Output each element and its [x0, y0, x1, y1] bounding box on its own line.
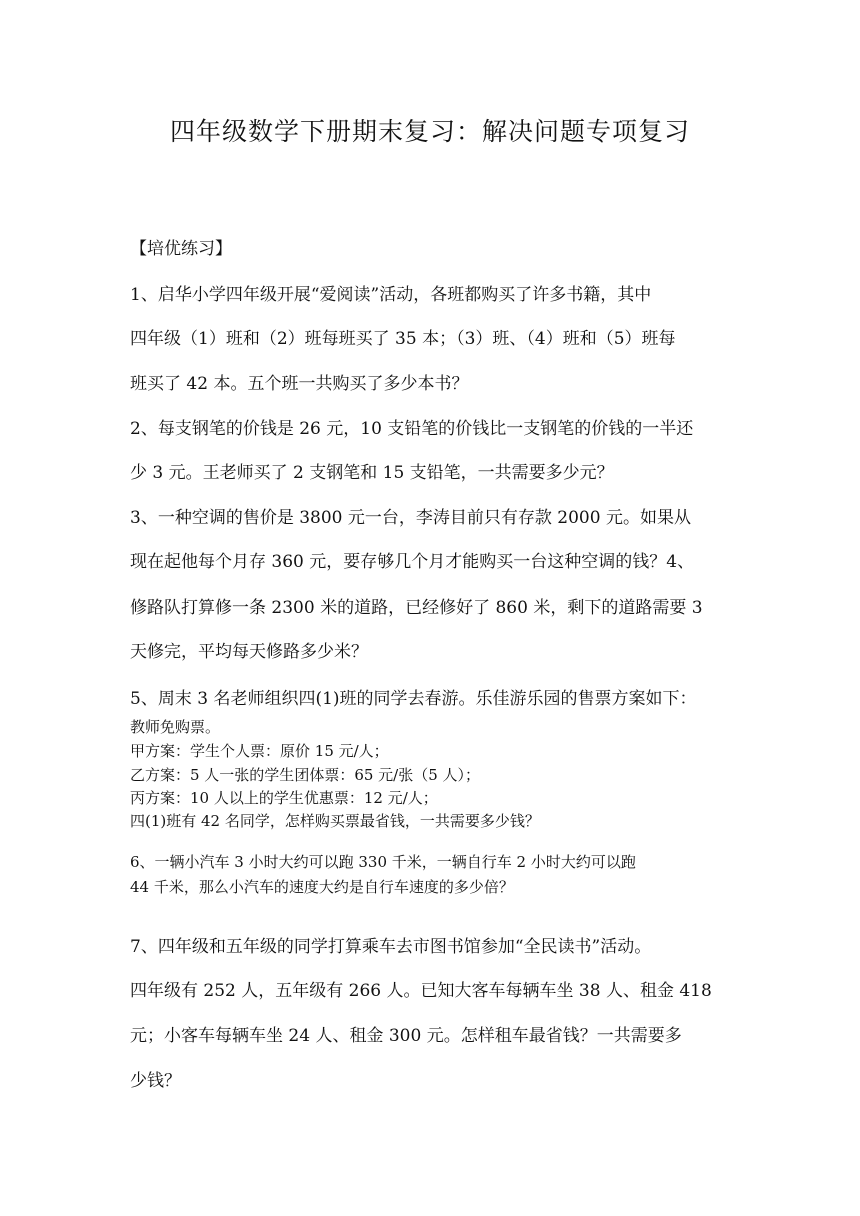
- question-6-line: 6、一辆小汽车 3 小时大约可以跑 330 千米，一辆自行车 2 小时大约可以跑: [130, 853, 636, 871]
- question-7-line: 四年级有 252 人，五年级有 266 人。已知大客车每辆车坐 38 人、租金 418: [130, 981, 712, 1001]
- question-2-line: 2、每支钢笔的价钱是 26 元，10 支铅笔的价钱比一支钢笔的价钱的一半还: [130, 419, 694, 439]
- question-7-line: 少钱？: [130, 1071, 181, 1091]
- question-3-line: 3、一种空调的售价是 3800 元一台，李涛目前只有存款 2000 元。如果从: [130, 508, 691, 528]
- question-5-line: 5、周末 3 名老师组织四(1)班的同学去春游。乐佳游乐园的售票方案如下：: [130, 689, 697, 709]
- question-2-line: 少 3 元。王老师买了 2 支钢笔和 15 支铅笔，一共需要多少元？: [130, 463, 614, 483]
- question-5-line: 四(1)班有 42 名同学，怎样购买票最省钱，一共需要多少钱？: [130, 812, 540, 830]
- question-4-line: 修路队打算修一条 2300 米的道路，已经修好了 860 米，剩下的道路需要 3: [130, 598, 703, 618]
- question-4-line: 天修完，平均每天修路多少米？: [130, 642, 368, 662]
- question-1-line: 班买了 42 本。五个班一共购买了多少本书？: [130, 374, 469, 394]
- question-5-line: 教师免购票。: [130, 718, 221, 736]
- question-1-line: 1、启华小学四年级开展“爱阅读”活动，各班都购买了许多书籍，其中: [130, 285, 652, 305]
- question-7-line: 元；小客车每辆车坐 24 人、租金 300 元。怎样租车最省钱？一共需要多: [130, 1026, 682, 1046]
- question-5-plan-a: 甲方案：学生个人票：原价 15 元/人；: [130, 742, 389, 760]
- question-5-plan-b: 乙方案：5 人一张的学生团体票：65 元/张（5 人）；: [130, 766, 481, 784]
- section-heading: 【培优练习】: [130, 239, 232, 259]
- question-5-plan-c: 丙方案：10 人以上的学生优惠票：12 元/人；: [130, 789, 438, 807]
- page-title: 四年级数学下册期末复习：解决问题专项复习: [169, 117, 690, 146]
- question-1-line: 四年级（1）班和（2）班每班买了 35 本；（3）班、（4）班和（5）班每: [130, 329, 676, 349]
- question-3-line: 现在起他每个月存 360 元，要存够几个月才能购买一台这种空调的钱？4、: [130, 552, 695, 572]
- question-6-line: 44 千米，那么小汽车的速度大约是自行车速度的多少倍？: [130, 878, 514, 896]
- question-7-line: 7、四年级和五年级的同学打算乘车去市图书馆参加“全民读书”活动。: [130, 937, 652, 957]
